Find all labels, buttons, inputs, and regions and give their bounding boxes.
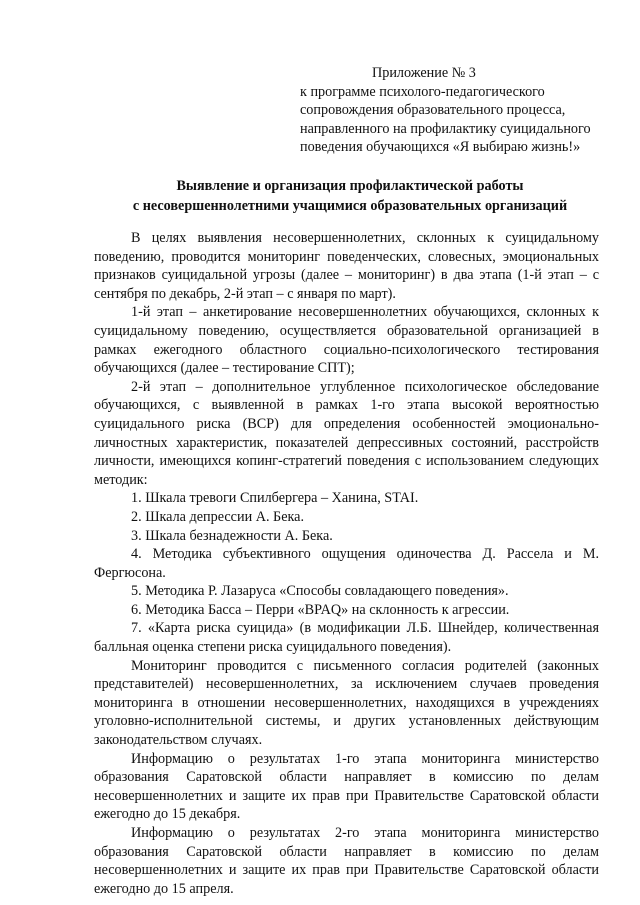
- heading-line: с несовершеннолетними учащимися образовательных организаций: [132, 197, 568, 214]
- method-item: 5. Методика Р. Лазаруса «Способы совладающего поведения».: [131, 583, 509, 600]
- appendix-title: Приложение № 3: [372, 65, 476, 81]
- method-item: 6. Методика Басса – Перри «BPAQ» на склонность к агрессии.: [131, 601, 510, 618]
- appendix-line: сопровождения образовательного процесса,: [300, 102, 566, 119]
- method-item: 4. Методика субъективного ощущения одиночества Д. Рассела и М. Фергюсона.: [94, 546, 599, 581]
- body-paragraph: Мониторинг проводится с письменного согласия родителей (законных представителей) несовершеннолетних, за исключением случаев проведения мониторинга в отношении несовершеннолетних, находящихся в учреждениях уголовно-исполнительной системы, и других установленных действующим законодательством случаях.: [94, 657, 599, 749]
- method-item: 2. Шкала депрессии А. Бека.: [131, 508, 305, 525]
- body-paragraph: Информацию о результатах 1-го этапа мониторинга министерство образования Саратовской области направляет в комиссию по делам несовершеннолетних и защите их прав при Правительстве Саратовской области ежегодно до 15 декабря.: [94, 750, 599, 823]
- document-body: [94, 229, 599, 898]
- heading-line: Выявление и организация профилактической работы: [176, 178, 524, 194]
- method-item: 1. Шкала тревоги Спилбергера – Ханина, STAI.: [131, 490, 419, 507]
- appendix-line: направленного на профилактику суицидального: [300, 120, 591, 137]
- method-item: 7. «Карта риска суицида» (в модификации Л.Б. Шнейдер, количественная балльная оценка степени риска суицидального поведения).: [94, 620, 599, 656]
- appendix-block: [300, 64, 610, 157]
- document-heading: [90, 177, 610, 216]
- body-paragraph: В целях выявления несовершеннолетних, склонных к суицидальному поведению, проводится мониторинг поведенческих, словесных, эмоциональных признаков суицидальной угрозы (далее – мониторинг) в два этапа (1-й этап – с сентября по декабрь, 2-й этап – с января по март).: [94, 230, 599, 302]
- body-paragraph: Информацию о результатах 2-го этапа мониторинга министерство образования Саратовской области направляет в комиссию по делам несовершеннолетних и защите их прав при Правительстве Саратовской области ежегодно до 15 апреля.: [94, 825, 599, 897]
- body-paragraph: 1-й этап – анкетирование несовершеннолетних обучающихся, склонных к суицидальному поведению, осуществляется образовательной организацией в рамках ежегодного областного социально-психологического тестирования обучающихся (далее – тестирование СПТ);: [94, 304, 599, 377]
- body-paragraph: 2-й этап – дополнительное углубленное психологическое обследование обучающихся, с выявленной в рамках 1-го этапа высокой вероятностью суицидального риска (ВСР) для определения особенностей эмоционально-личностных характеристик, показателей депрессивных состояний, расстройств личности, имеющихся копинг-стратегий поведения с использованием следующих методик:: [94, 378, 599, 488]
- appendix-line: поведения обучающихся «Я выбираю жизнь!»: [300, 139, 581, 156]
- appendix-line: к программе психолого-педагогического: [300, 83, 545, 100]
- method-item: 3. Шкала безнадежности А. Бека.: [131, 527, 333, 544]
